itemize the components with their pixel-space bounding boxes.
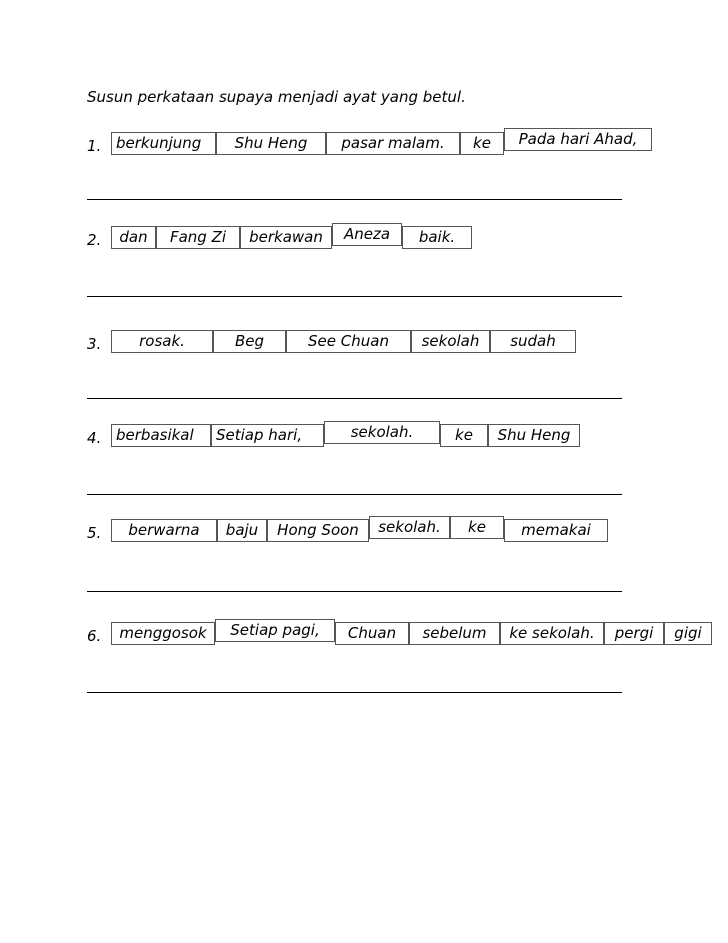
word-box: sebelum <box>409 622 500 645</box>
word-box: Chuan <box>335 622 409 645</box>
word-box: Shu Heng <box>216 132 326 155</box>
instruction-text: Susun perkataan supaya menjadi ayat yang betul. <box>87 88 466 106</box>
answer-line <box>87 296 622 297</box>
word-box: sekolah. <box>324 421 440 444</box>
word-box: Fang Zi <box>156 226 240 249</box>
word-box: Shu Heng <box>488 424 580 447</box>
word-box: berbasikal <box>111 424 211 447</box>
answer-line <box>87 199 622 200</box>
question-number: 1. <box>87 137 102 155</box>
question-number: 3. <box>87 335 102 353</box>
question-number: 5. <box>87 524 102 542</box>
word-box: ke <box>440 424 488 447</box>
word-box: sudah <box>490 330 576 353</box>
word-box: sekolah <box>411 330 490 353</box>
word-box: Beg <box>213 330 286 353</box>
word-box: Aneza <box>332 223 402 246</box>
word-box: Setiap hari, <box>211 424 324 447</box>
word-box: Hong Soon <box>267 519 369 542</box>
word-box: berkunjung <box>111 132 216 155</box>
word-box: memakai <box>504 519 608 542</box>
word-box: ke <box>450 516 504 539</box>
word-box: berwarna <box>111 519 217 542</box>
word-box: menggosok <box>111 622 215 645</box>
answer-line <box>87 398 622 399</box>
word-box: See Chuan <box>286 330 411 353</box>
answer-line <box>87 494 622 495</box>
question-number: 2. <box>87 231 102 249</box>
word-box: pasar malam. <box>326 132 460 155</box>
answer-line <box>87 591 622 592</box>
word-box: baju <box>217 519 267 542</box>
question-number: 4. <box>87 429 102 447</box>
word-box: baik. <box>402 226 472 249</box>
word-box: ke sekolah. <box>500 622 604 645</box>
question-number: 6. <box>87 627 102 645</box>
word-box: pergi <box>604 622 664 645</box>
word-box: Pada hari Ahad, <box>504 128 652 151</box>
word-box: rosak. <box>111 330 213 353</box>
word-box: gigi <box>664 622 712 645</box>
word-box: sekolah. <box>369 516 450 539</box>
word-box: Setiap pagi, <box>215 619 335 642</box>
answer-line <box>87 692 622 693</box>
word-box: ke <box>460 132 504 155</box>
word-box: dan <box>111 226 156 249</box>
word-box: berkawan <box>240 226 332 249</box>
